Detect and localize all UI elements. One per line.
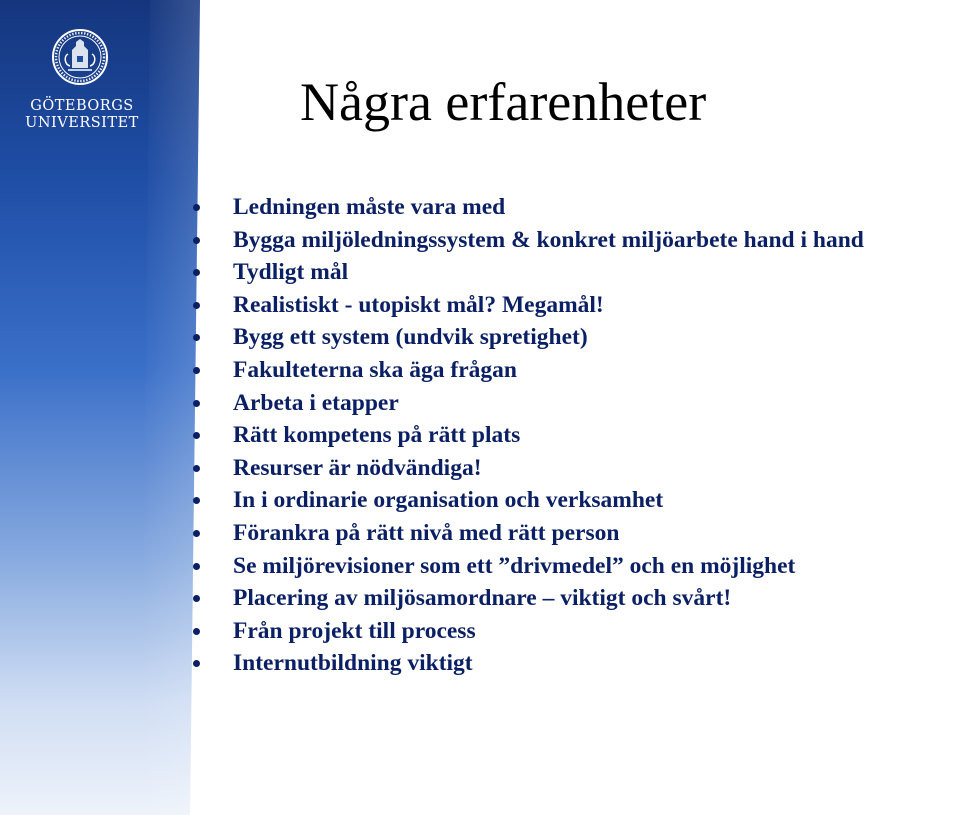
bullet-icon: [193, 530, 200, 537]
bullet-text: Rätt kompetens på rätt plats: [233, 422, 521, 449]
bullet-icon: [193, 302, 200, 309]
bullet-text: Från projekt till process: [233, 617, 476, 644]
bullet-item: [189, 582, 864, 615]
bullet-text: Arbeta i etapper: [233, 389, 399, 416]
bullet-text: Ledningen måste vara med: [233, 194, 506, 220]
bullet-item: [189, 647, 864, 680]
bullet-icon: [193, 660, 200, 667]
bullet-icon: [193, 204, 200, 211]
bullet-text: Bygga miljöledningssystem & konkret miljöarbete hand i hand: [233, 226, 864, 253]
bullet-icon: [193, 497, 200, 504]
bullet-icon: [193, 400, 200, 407]
bullet-icon: [193, 628, 200, 635]
bullet-icon: [193, 563, 200, 570]
bullet-text: Fakulteterna ska äga frågan: [233, 356, 517, 383]
bullet-item: [189, 224, 864, 257]
bullet-item: [189, 289, 864, 322]
bullet-item: [189, 191, 864, 224]
bullet-text: Tydligt mål: [233, 259, 349, 286]
bullet-text: In i ordinarie organisation och verksamhet: [233, 487, 664, 514]
bullet-item: [189, 615, 864, 648]
logo-text-line-1: GÖTEBORGS: [30, 98, 134, 114]
sidebar-band: [0, 0, 200, 815]
bullet-icon: [193, 269, 200, 276]
bullet-list: [189, 191, 864, 680]
bullet-item: [189, 452, 864, 485]
bullet-text: Realistiskt - utopiskt mål? Megamål!: [233, 291, 604, 318]
bullet-icon: [193, 367, 200, 374]
bullet-icon: [193, 465, 200, 472]
bullet-text: Internutbildning viktigt: [233, 650, 473, 677]
bullet-item: [189, 387, 864, 420]
bullet-text: Resurser är nödvändiga!: [233, 454, 482, 481]
bullet-icon: [193, 432, 200, 439]
slide-title: Några erfarenheter: [300, 72, 707, 132]
bullet-icon: [193, 237, 200, 244]
bullet-text: Se miljörevisioner som ett ”drivmedel” och en möjlighet: [233, 552, 796, 579]
bullet-item: [189, 321, 864, 354]
bullet-item: [189, 354, 864, 387]
bullet-item: [189, 419, 864, 452]
bullet-icon: [193, 595, 200, 602]
bullet-text: Bygg ett system (undvik spretighet): [233, 324, 588, 351]
bullet-icon: [193, 334, 200, 341]
bullet-item: [189, 517, 864, 550]
bullet-text: Förankra på rätt nivå med rätt person: [233, 519, 620, 546]
bullet-item: [189, 550, 864, 583]
bullet-text: Placering av miljösamordnare – viktigt och svårt!: [233, 585, 732, 612]
bullet-item: [189, 256, 864, 289]
bullet-item: [189, 484, 864, 517]
logo-text-line-2: UNIVERSITET: [25, 115, 139, 131]
